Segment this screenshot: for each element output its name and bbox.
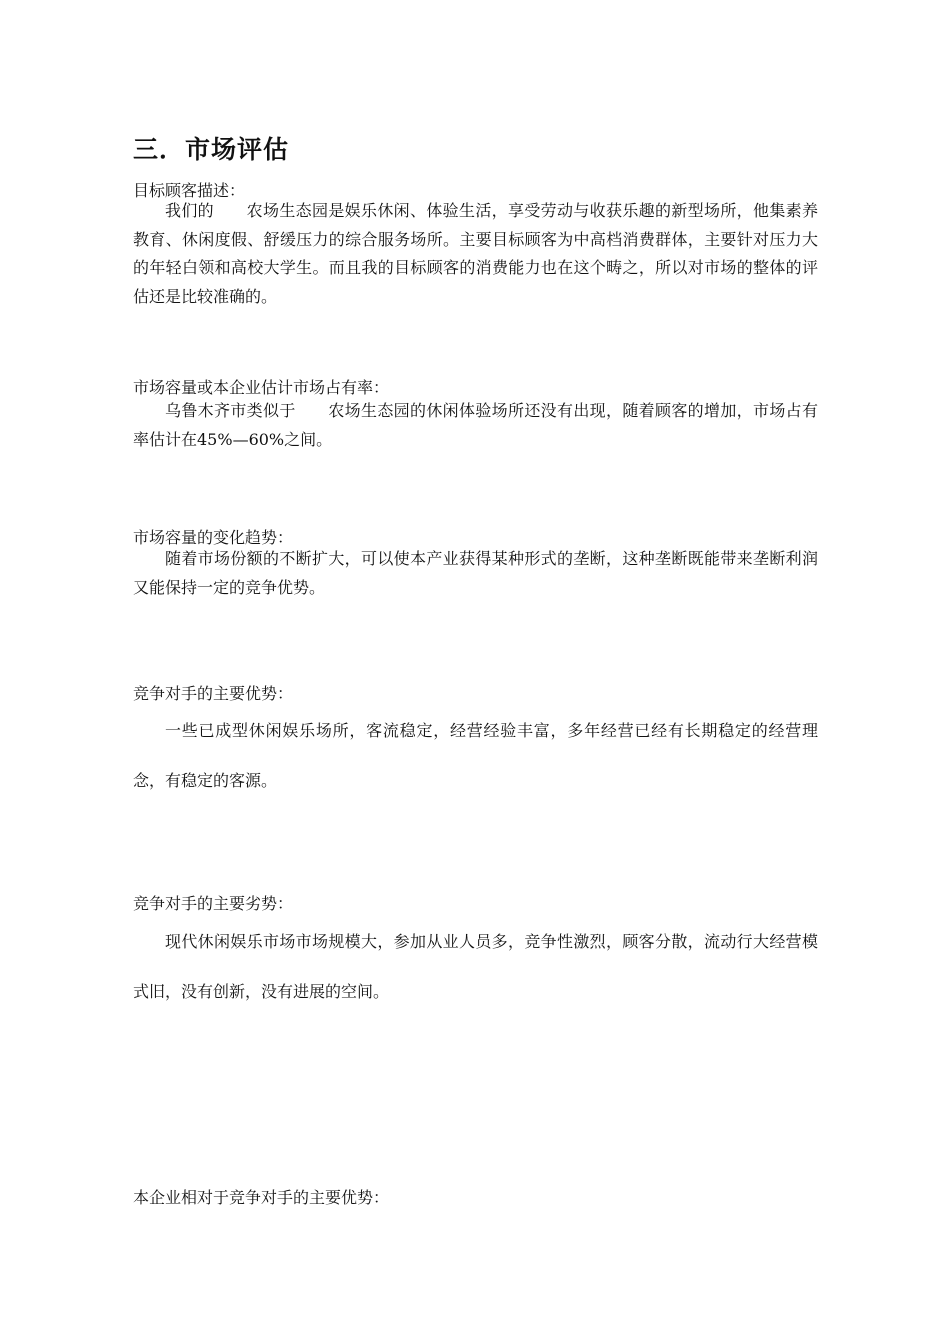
our-advantages-label: 本企业相对于竞争对手的主要优势： (133, 1188, 390, 1207)
competitor-weaknesses-paragraph: 现代休闲娱乐市场市场规模大，参加从业人员多，竞争性激烈，顾客分散，流动行大经营模式旧，没有创新，没有进展的空间。 (133, 932, 818, 1001)
target-customers-label: 目标顾客描述： (133, 181, 246, 200)
capacity-trend-paragraph: 随着市场份额的不断扩大，可以使本产业获得某种形式的垄断，这种垄断既能带来垄断利润又能保持一定的竞争优势。 (133, 549, 818, 597)
competitor-strengths-label: 竞争对手的主要优势： (133, 684, 294, 703)
target-customers-paragraph: 我们的 农场生态园是娱乐休闲、体验生活，享受劳动与收获乐趣的新型场所，他集素养教育、休闲度假、舒缓压力的综合服务场所。主要目标顾客为中高档消费群体，主要针对压力大的年轻白领和高校大学生。而且我的目标顾客的消费能力也在这个畴之，所以对市场的整体的评估还是比较准确的。 (133, 201, 818, 306)
competitor-strengths-paragraph: 一些已成型休闲娱乐场所，客流稳定，经营经验丰富，多年经营已经有长期稳定的经营理念，有稳定的客源。 (133, 721, 818, 790)
market-capacity-label: 市场容量或本企业估计市场占有率： (133, 378, 390, 397)
market-capacity-paragraph: 乌鲁木齐市类似于 农场生态园的休闲体验场所还没有出现，随着顾客的增加，市场占有率估计在45%—60%之间。 (133, 401, 818, 449)
section-title: 三．市场评估 (133, 135, 290, 164)
competitor-weaknesses-label: 竞争对手的主要劣势： (133, 894, 294, 913)
capacity-trend-label: 市场容量的变化趋势： (133, 528, 294, 547)
